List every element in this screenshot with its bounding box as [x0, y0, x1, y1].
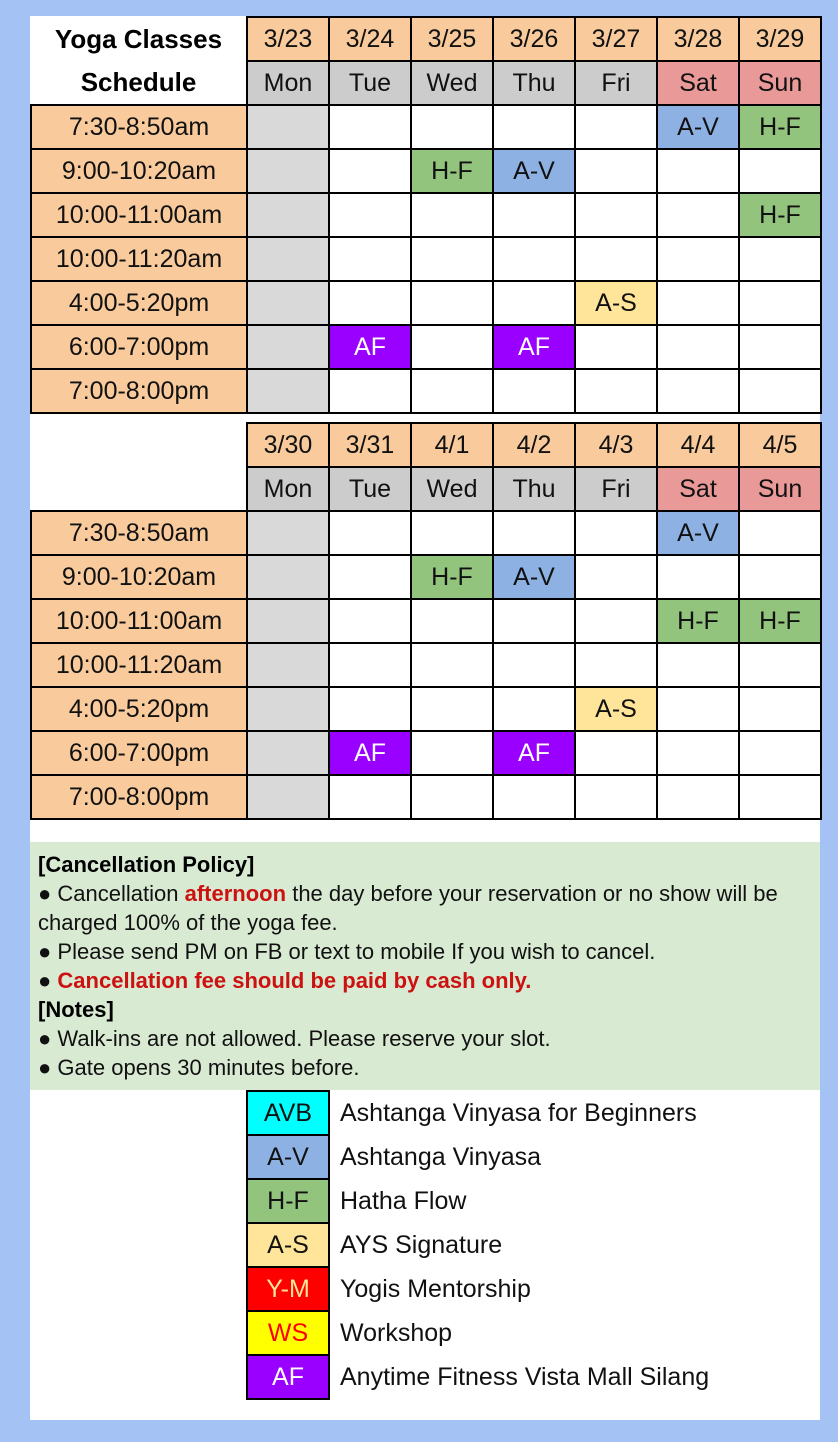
empty-cell [739, 325, 821, 369]
blank-corner [31, 423, 247, 511]
legend-code: AF [247, 1355, 329, 1399]
empty-cell [329, 149, 411, 193]
empty-cell [493, 193, 575, 237]
legend-code: H-F [247, 1179, 329, 1223]
legend-name: Ashtanga Vinyasa for Beginners [340, 1098, 697, 1127]
legend-code: WS [247, 1311, 329, 1355]
empty-cell [411, 105, 493, 149]
date-header: 3/25 [411, 17, 493, 61]
time-slot-label: 10:00-11:20am [31, 643, 247, 687]
empty-cell [575, 775, 657, 819]
day-header: Sun [739, 61, 821, 105]
schedule-row [31, 775, 821, 819]
day-header: Mon [247, 61, 329, 105]
empty-cell [247, 193, 329, 237]
date-header: 3/27 [575, 17, 657, 61]
class-cell: AF [493, 325, 575, 369]
note-text: Walk-ins are not allowed. Please reserve your slot. [57, 1026, 551, 1051]
empty-cell [739, 237, 821, 281]
time-slot-label: 7:00-8:00pm [31, 775, 247, 819]
empty-cell [411, 193, 493, 237]
empty-cell [493, 105, 575, 149]
legend-row [247, 1267, 709, 1311]
empty-cell [493, 511, 575, 555]
class-cell: A-V [493, 149, 575, 193]
empty-cell [739, 775, 821, 819]
bullet: ● [38, 881, 52, 906]
cancellation-policy-heading: [Cancellation Policy] [38, 852, 255, 877]
class-cell: A-S [575, 281, 657, 325]
empty-cell [493, 687, 575, 731]
empty-cell [247, 555, 329, 599]
empty-cell [411, 775, 493, 819]
empty-cell [493, 775, 575, 819]
date-header: 3/29 [739, 17, 821, 61]
empty-cell [411, 369, 493, 413]
date-header: 4/4 [657, 423, 739, 467]
class-cell: A-V [657, 511, 739, 555]
empty-cell [657, 775, 739, 819]
empty-cell [575, 149, 657, 193]
day-header: Thu [493, 467, 575, 511]
empty-cell [329, 687, 411, 731]
time-slot-label: 7:30-8:50am [31, 105, 247, 149]
empty-cell [739, 731, 821, 775]
class-legend-table [246, 1090, 710, 1400]
day-header: Fri [575, 61, 657, 105]
date-header: 4/1 [411, 423, 493, 467]
empty-cell [739, 643, 821, 687]
empty-cell [247, 599, 329, 643]
legend-row [247, 1091, 709, 1135]
legend-name: Yogis Mentorship [340, 1274, 531, 1303]
schedule-row [31, 511, 821, 555]
day-header: Wed [411, 467, 493, 511]
policy-item-send-pm [38, 937, 812, 966]
policy-text: the day before your reservation or no show will be charged 100% of the yoga fee. [38, 881, 778, 935]
empty-cell [411, 237, 493, 281]
day-header: Sat [657, 61, 739, 105]
empty-cell [329, 105, 411, 149]
empty-cell [575, 511, 657, 555]
empty-cell [329, 369, 411, 413]
empty-cell [657, 325, 739, 369]
empty-cell [493, 643, 575, 687]
empty-cell [329, 193, 411, 237]
empty-cell [411, 731, 493, 775]
legend-code: AVB [247, 1091, 329, 1135]
class-cell: H-F [657, 599, 739, 643]
time-slot-label: 10:00-11:00am [31, 599, 247, 643]
date-header: 4/2 [493, 423, 575, 467]
bullet: ● [38, 1026, 52, 1051]
empty-cell [411, 643, 493, 687]
day-header: Mon [247, 467, 329, 511]
legend-name: AYS Signature [340, 1230, 503, 1259]
class-cell: AF [329, 325, 411, 369]
day-header: Tue [329, 467, 411, 511]
bullet: ● [38, 939, 52, 964]
legend-row [247, 1223, 709, 1267]
bullet: ● [38, 1055, 52, 1080]
legend-code: A-V [247, 1135, 329, 1179]
schedule-row [31, 149, 821, 193]
schedule-row [31, 193, 821, 237]
class-cell: AF [329, 731, 411, 775]
schedule-row [31, 599, 821, 643]
note-item [38, 1024, 812, 1053]
class-cell: A-S [575, 687, 657, 731]
policy-item-cash-only [38, 966, 812, 995]
schedule-row [31, 687, 821, 731]
time-slot-label: 6:00-7:00pm [31, 731, 247, 775]
empty-cell [657, 687, 739, 731]
note-item [38, 1053, 812, 1082]
empty-cell [247, 731, 329, 775]
date-header: 3/30 [247, 423, 329, 467]
date-header: 3/26 [493, 17, 575, 61]
time-slot-label: 7:30-8:50am [31, 511, 247, 555]
empty-cell [493, 281, 575, 325]
legend-name: Hatha Flow [340, 1186, 467, 1215]
empty-cell [247, 369, 329, 413]
policy-item-afternoon [38, 879, 812, 937]
time-slot-label: 4:00-5:20pm [31, 687, 247, 731]
empty-cell [329, 643, 411, 687]
note-text: Gate opens 30 minutes before. [57, 1055, 360, 1080]
empty-cell [575, 555, 657, 599]
date-header: 3/23 [247, 17, 329, 61]
schedule-row [31, 105, 821, 149]
empty-cell [247, 511, 329, 555]
empty-cell [575, 643, 657, 687]
empty-cell [575, 731, 657, 775]
time-slot-label: 9:00-10:20am [31, 149, 247, 193]
day-header: Fri [575, 467, 657, 511]
empty-cell [575, 369, 657, 413]
empty-cell [247, 149, 329, 193]
empty-cell [739, 149, 821, 193]
empty-cell [657, 281, 739, 325]
bullet: ● [38, 968, 52, 993]
empty-cell [329, 599, 411, 643]
week-1-schedule-table [30, 16, 822, 414]
empty-cell [739, 281, 821, 325]
empty-cell [657, 555, 739, 599]
empty-cell [247, 105, 329, 149]
schedule-row [31, 281, 821, 325]
empty-cell [247, 237, 329, 281]
legend-name: Anytime Fitness Vista Mall Silang [340, 1362, 710, 1391]
empty-cell [493, 599, 575, 643]
class-cell: A-V [493, 555, 575, 599]
empty-cell [247, 643, 329, 687]
day-header: Wed [411, 61, 493, 105]
empty-cell [329, 511, 411, 555]
empty-cell [657, 369, 739, 413]
empty-cell [411, 281, 493, 325]
legend-code: Y-M [247, 1267, 329, 1311]
empty-cell [329, 281, 411, 325]
empty-cell [411, 511, 493, 555]
time-slot-label: 4:00-5:20pm [31, 281, 247, 325]
empty-cell [657, 731, 739, 775]
schedule-row [31, 555, 821, 599]
empty-cell [411, 325, 493, 369]
legend-code: A-S [247, 1223, 329, 1267]
date-header: 3/24 [329, 17, 411, 61]
schedule-row [31, 325, 821, 369]
empty-cell [329, 555, 411, 599]
empty-cell [247, 325, 329, 369]
day-header: Sat [657, 467, 739, 511]
date-header: 3/31 [329, 423, 411, 467]
notes-heading: [Notes] [38, 997, 114, 1022]
empty-cell [657, 193, 739, 237]
empty-cell [247, 687, 329, 731]
empty-cell [329, 237, 411, 281]
policy-panel [30, 842, 820, 1090]
empty-cell [739, 555, 821, 599]
legend-row [247, 1311, 709, 1355]
empty-cell [329, 775, 411, 819]
class-cell: H-F [739, 599, 821, 643]
empty-cell [411, 687, 493, 731]
class-cell: H-F [411, 555, 493, 599]
legend-row [247, 1135, 709, 1179]
week-2-schedule-table [30, 422, 822, 820]
policy-emphasis: afternoon [184, 881, 287, 906]
policy-text: Cancellation [57, 881, 179, 906]
legend-row [247, 1179, 709, 1223]
schedule-row [31, 731, 821, 775]
empty-cell [411, 599, 493, 643]
legend-name: Workshop [340, 1318, 453, 1347]
day-header: Sun [739, 467, 821, 511]
empty-cell [575, 325, 657, 369]
empty-cell [739, 369, 821, 413]
policy-text: Please send PM on FB or text to mobile If you wish to cancel. [57, 939, 656, 964]
empty-cell [247, 281, 329, 325]
schedule-row [31, 643, 821, 687]
time-slot-label: 6:00-7:00pm [31, 325, 247, 369]
class-cell: H-F [739, 105, 821, 149]
empty-cell [657, 643, 739, 687]
empty-cell [575, 237, 657, 281]
legend-row [247, 1355, 709, 1399]
empty-cell [247, 775, 329, 819]
class-cell: H-F [739, 193, 821, 237]
date-header: 4/3 [575, 423, 657, 467]
date-header: 4/5 [739, 423, 821, 467]
class-cell: A-V [657, 105, 739, 149]
schedule-row [31, 369, 821, 413]
empty-cell [657, 149, 739, 193]
time-slot-label: 10:00-11:20am [31, 237, 247, 281]
class-cell: AF [493, 731, 575, 775]
empty-cell [657, 237, 739, 281]
time-slot-label: 9:00-10:20am [31, 555, 247, 599]
class-cell: H-F [411, 149, 493, 193]
empty-cell [493, 237, 575, 281]
legend-name: Ashtanga Vinyasa [340, 1142, 542, 1171]
time-slot-label: 7:00-8:00pm [31, 369, 247, 413]
policy-emphasis: Cancellation fee should be paid by cash only. [57, 968, 532, 993]
title-line-1: Yoga Classes [31, 17, 247, 61]
title-line-2: Schedule [31, 61, 247, 105]
empty-cell [575, 599, 657, 643]
empty-cell [575, 105, 657, 149]
time-slot-label: 10:00-11:00am [31, 193, 247, 237]
empty-cell [575, 193, 657, 237]
day-header: Thu [493, 61, 575, 105]
date-header: 3/28 [657, 17, 739, 61]
schedule-row [31, 237, 821, 281]
empty-cell [739, 687, 821, 731]
empty-cell [739, 511, 821, 555]
empty-cell [493, 369, 575, 413]
day-header: Tue [329, 61, 411, 105]
